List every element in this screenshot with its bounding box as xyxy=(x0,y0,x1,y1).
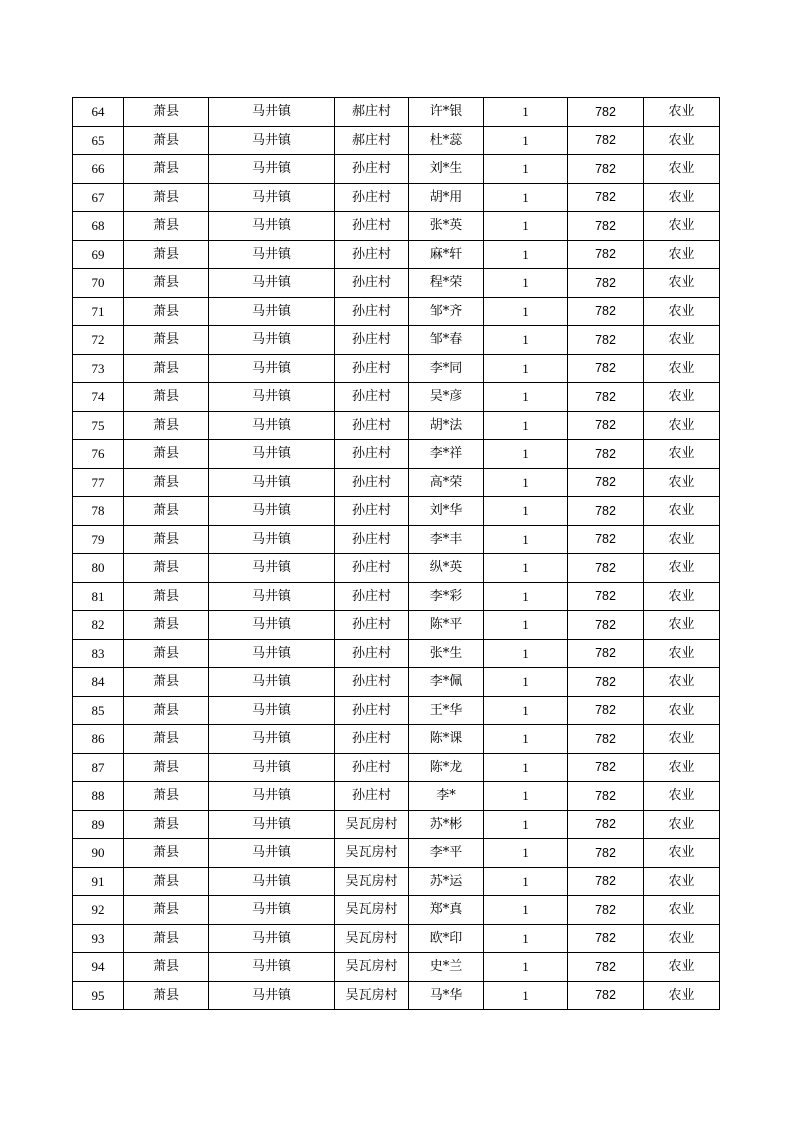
cell-person-name: 李*丰 xyxy=(409,525,484,554)
cell-person-name: 史*兰 xyxy=(409,953,484,982)
cell-village: 郝庄村 xyxy=(335,98,409,127)
cell-person-name: 张*生 xyxy=(409,639,484,668)
cell-town: 马井镇 xyxy=(209,155,335,184)
cell-count: 1 xyxy=(484,354,568,383)
cell-amount: 782 xyxy=(568,753,644,782)
cell-category: 农业 xyxy=(644,326,720,355)
cell-village: 吴瓦房村 xyxy=(335,896,409,925)
cell-county: 萧县 xyxy=(124,611,209,640)
cell-town: 马井镇 xyxy=(209,98,335,127)
cell-person-name: 李*平 xyxy=(409,839,484,868)
cell-amount: 782 xyxy=(568,782,644,811)
cell-category: 农业 xyxy=(644,867,720,896)
cell-amount: 782 xyxy=(568,525,644,554)
table-row xyxy=(73,753,720,782)
cell-serial-number: 94 xyxy=(73,953,124,982)
cell-count: 1 xyxy=(484,525,568,554)
cell-town: 马井镇 xyxy=(209,639,335,668)
cell-count: 1 xyxy=(484,582,568,611)
cell-town: 马井镇 xyxy=(209,383,335,412)
cell-village: 孙庄村 xyxy=(335,639,409,668)
cell-count: 1 xyxy=(484,639,568,668)
cell-serial-number: 69 xyxy=(73,240,124,269)
cell-village: 孙庄村 xyxy=(335,440,409,469)
table-body xyxy=(73,98,720,1010)
cell-town: 马井镇 xyxy=(209,611,335,640)
cell-person-name: 刘*华 xyxy=(409,497,484,526)
cell-person-name: 李*佩 xyxy=(409,668,484,697)
cell-serial-number: 75 xyxy=(73,411,124,440)
cell-village: 孙庄村 xyxy=(335,782,409,811)
cell-town: 马井镇 xyxy=(209,411,335,440)
table-row xyxy=(73,440,720,469)
cell-village: 孙庄村 xyxy=(335,525,409,554)
cell-village: 孙庄村 xyxy=(335,212,409,241)
cell-village: 吴瓦房村 xyxy=(335,953,409,982)
cell-category: 农业 xyxy=(644,383,720,412)
cell-town: 马井镇 xyxy=(209,440,335,469)
table-row xyxy=(73,668,720,697)
table-row xyxy=(73,297,720,326)
cell-person-name: 李*彩 xyxy=(409,582,484,611)
cell-town: 马井镇 xyxy=(209,468,335,497)
cell-person-name: 马*华 xyxy=(409,981,484,1010)
cell-county: 萧县 xyxy=(124,582,209,611)
cell-town: 马井镇 xyxy=(209,867,335,896)
cell-village: 孙庄村 xyxy=(335,183,409,212)
cell-village: 孙庄村 xyxy=(335,668,409,697)
cell-village: 孙庄村 xyxy=(335,468,409,497)
cell-amount: 782 xyxy=(568,269,644,298)
cell-serial-number: 79 xyxy=(73,525,124,554)
table-row xyxy=(73,810,720,839)
cell-category: 农业 xyxy=(644,440,720,469)
cell-serial-number: 93 xyxy=(73,924,124,953)
cell-town: 马井镇 xyxy=(209,839,335,868)
table-row xyxy=(73,953,720,982)
cell-amount: 782 xyxy=(568,554,644,583)
cell-category: 农业 xyxy=(644,240,720,269)
cell-village: 孙庄村 xyxy=(335,582,409,611)
cell-amount: 782 xyxy=(568,212,644,241)
cell-amount: 782 xyxy=(568,297,644,326)
cell-amount: 782 xyxy=(568,240,644,269)
cell-county: 萧县 xyxy=(124,468,209,497)
cell-town: 马井镇 xyxy=(209,725,335,754)
cell-serial-number: 83 xyxy=(73,639,124,668)
cell-person-name: 欧*印 xyxy=(409,924,484,953)
cell-amount: 782 xyxy=(568,582,644,611)
cell-person-name: 刘*生 xyxy=(409,155,484,184)
cell-serial-number: 91 xyxy=(73,867,124,896)
records-table xyxy=(72,97,720,1010)
cell-person-name: 胡*法 xyxy=(409,411,484,440)
cell-amount: 782 xyxy=(568,326,644,355)
cell-county: 萧县 xyxy=(124,269,209,298)
cell-county: 萧县 xyxy=(124,411,209,440)
cell-count: 1 xyxy=(484,269,568,298)
table-row xyxy=(73,896,720,925)
cell-category: 农业 xyxy=(644,839,720,868)
cell-amount: 782 xyxy=(568,383,644,412)
table-row xyxy=(73,981,720,1010)
cell-category: 农业 xyxy=(644,297,720,326)
cell-person-name: 纵*英 xyxy=(409,554,484,583)
cell-amount: 782 xyxy=(568,810,644,839)
table-row xyxy=(73,725,720,754)
cell-amount: 782 xyxy=(568,981,644,1010)
cell-town: 马井镇 xyxy=(209,183,335,212)
cell-county: 萧县 xyxy=(124,297,209,326)
cell-category: 农业 xyxy=(644,554,720,583)
cell-county: 萧县 xyxy=(124,554,209,583)
cell-county: 萧县 xyxy=(124,440,209,469)
cell-village: 孙庄村 xyxy=(335,411,409,440)
cell-serial-number: 84 xyxy=(73,668,124,697)
cell-county: 萧县 xyxy=(124,525,209,554)
cell-category: 农业 xyxy=(644,924,720,953)
cell-village: 孙庄村 xyxy=(335,354,409,383)
cell-county: 萧县 xyxy=(124,981,209,1010)
cell-serial-number: 74 xyxy=(73,383,124,412)
cell-county: 萧县 xyxy=(124,383,209,412)
table-row xyxy=(73,98,720,127)
cell-county: 萧县 xyxy=(124,668,209,697)
cell-town: 马井镇 xyxy=(209,582,335,611)
table-row xyxy=(73,126,720,155)
cell-amount: 782 xyxy=(568,354,644,383)
cell-amount: 782 xyxy=(568,126,644,155)
cell-person-name: 程*荣 xyxy=(409,269,484,298)
cell-serial-number: 81 xyxy=(73,582,124,611)
cell-amount: 782 xyxy=(568,468,644,497)
cell-person-name: 李* xyxy=(409,782,484,811)
cell-category: 农业 xyxy=(644,896,720,925)
table-row xyxy=(73,269,720,298)
cell-category: 农业 xyxy=(644,639,720,668)
cell-count: 1 xyxy=(484,839,568,868)
cell-county: 萧县 xyxy=(124,867,209,896)
cell-serial-number: 71 xyxy=(73,297,124,326)
cell-person-name: 苏*运 xyxy=(409,867,484,896)
cell-serial-number: 67 xyxy=(73,183,124,212)
table-row xyxy=(73,212,720,241)
cell-category: 农业 xyxy=(644,212,720,241)
cell-count: 1 xyxy=(484,183,568,212)
cell-village: 孙庄村 xyxy=(335,696,409,725)
cell-category: 农业 xyxy=(644,696,720,725)
cell-county: 萧县 xyxy=(124,896,209,925)
table-row xyxy=(73,782,720,811)
cell-serial-number: 80 xyxy=(73,554,124,583)
cell-village: 孙庄村 xyxy=(335,725,409,754)
cell-village: 孙庄村 xyxy=(335,554,409,583)
table-row xyxy=(73,155,720,184)
cell-village: 孙庄村 xyxy=(335,753,409,782)
cell-count: 1 xyxy=(484,953,568,982)
cell-serial-number: 72 xyxy=(73,326,124,355)
cell-serial-number: 64 xyxy=(73,98,124,127)
cell-count: 1 xyxy=(484,782,568,811)
cell-county: 萧县 xyxy=(124,810,209,839)
cell-count: 1 xyxy=(484,212,568,241)
cell-category: 农业 xyxy=(644,725,720,754)
cell-county: 萧县 xyxy=(124,782,209,811)
cell-count: 1 xyxy=(484,753,568,782)
cell-category: 农业 xyxy=(644,411,720,440)
cell-town: 马井镇 xyxy=(209,810,335,839)
cell-serial-number: 87 xyxy=(73,753,124,782)
table-row xyxy=(73,497,720,526)
cell-count: 1 xyxy=(484,924,568,953)
cell-count: 1 xyxy=(484,383,568,412)
cell-count: 1 xyxy=(484,668,568,697)
cell-count: 1 xyxy=(484,867,568,896)
cell-town: 马井镇 xyxy=(209,525,335,554)
cell-person-name: 李*祥 xyxy=(409,440,484,469)
cell-count: 1 xyxy=(484,98,568,127)
cell-count: 1 xyxy=(484,554,568,583)
cell-village: 孙庄村 xyxy=(335,269,409,298)
cell-county: 萧县 xyxy=(124,354,209,383)
cell-town: 马井镇 xyxy=(209,696,335,725)
cell-amount: 782 xyxy=(568,183,644,212)
cell-town: 马井镇 xyxy=(209,354,335,383)
cell-village: 孙庄村 xyxy=(335,497,409,526)
cell-count: 1 xyxy=(484,696,568,725)
cell-count: 1 xyxy=(484,411,568,440)
cell-amount: 782 xyxy=(568,639,644,668)
cell-category: 农业 xyxy=(644,98,720,127)
cell-county: 萧县 xyxy=(124,953,209,982)
cell-serial-number: 90 xyxy=(73,839,124,868)
cell-category: 农业 xyxy=(644,126,720,155)
cell-person-name: 张*英 xyxy=(409,212,484,241)
table-row xyxy=(73,525,720,554)
cell-amount: 782 xyxy=(568,924,644,953)
cell-town: 马井镇 xyxy=(209,753,335,782)
cell-category: 农业 xyxy=(644,611,720,640)
cell-county: 萧县 xyxy=(124,183,209,212)
cell-village: 吴瓦房村 xyxy=(335,839,409,868)
cell-count: 1 xyxy=(484,725,568,754)
table-row xyxy=(73,383,720,412)
cell-serial-number: 68 xyxy=(73,212,124,241)
cell-category: 农业 xyxy=(644,468,720,497)
cell-person-name: 陈*课 xyxy=(409,725,484,754)
cell-category: 农业 xyxy=(644,668,720,697)
cell-count: 1 xyxy=(484,155,568,184)
cell-town: 马井镇 xyxy=(209,668,335,697)
cell-count: 1 xyxy=(484,297,568,326)
cell-person-name: 胡*用 xyxy=(409,183,484,212)
cell-village: 吴瓦房村 xyxy=(335,924,409,953)
cell-village: 孙庄村 xyxy=(335,611,409,640)
cell-town: 马井镇 xyxy=(209,269,335,298)
cell-county: 萧县 xyxy=(124,725,209,754)
cell-count: 1 xyxy=(484,240,568,269)
cell-amount: 782 xyxy=(568,440,644,469)
cell-town: 马井镇 xyxy=(209,126,335,155)
cell-category: 农业 xyxy=(644,953,720,982)
cell-amount: 782 xyxy=(568,411,644,440)
table-row xyxy=(73,582,720,611)
cell-county: 萧县 xyxy=(124,839,209,868)
cell-amount: 782 xyxy=(568,696,644,725)
cell-town: 马井镇 xyxy=(209,896,335,925)
table-row xyxy=(73,639,720,668)
cell-county: 萧县 xyxy=(124,326,209,355)
cell-amount: 782 xyxy=(568,497,644,526)
cell-town: 马井镇 xyxy=(209,240,335,269)
cell-village: 吴瓦房村 xyxy=(335,867,409,896)
cell-village: 孙庄村 xyxy=(335,297,409,326)
cell-serial-number: 89 xyxy=(73,810,124,839)
cell-town: 马井镇 xyxy=(209,497,335,526)
cell-person-name: 郑*真 xyxy=(409,896,484,925)
cell-amount: 782 xyxy=(568,867,644,896)
cell-category: 农业 xyxy=(644,183,720,212)
cell-count: 1 xyxy=(484,981,568,1010)
table-row xyxy=(73,924,720,953)
cell-town: 马井镇 xyxy=(209,953,335,982)
cell-serial-number: 88 xyxy=(73,782,124,811)
cell-serial-number: 65 xyxy=(73,126,124,155)
cell-village: 孙庄村 xyxy=(335,326,409,355)
table-row xyxy=(73,326,720,355)
cell-county: 萧县 xyxy=(124,126,209,155)
cell-person-name: 邹*齐 xyxy=(409,297,484,326)
table-row xyxy=(73,696,720,725)
cell-serial-number: 78 xyxy=(73,497,124,526)
cell-person-name: 苏*彬 xyxy=(409,810,484,839)
cell-category: 农业 xyxy=(644,582,720,611)
cell-town: 马井镇 xyxy=(209,924,335,953)
cell-serial-number: 73 xyxy=(73,354,124,383)
cell-count: 1 xyxy=(484,611,568,640)
cell-town: 马井镇 xyxy=(209,981,335,1010)
cell-town: 马井镇 xyxy=(209,782,335,811)
cell-village: 孙庄村 xyxy=(335,240,409,269)
cell-count: 1 xyxy=(484,896,568,925)
cell-person-name: 杜*蕊 xyxy=(409,126,484,155)
cell-town: 马井镇 xyxy=(209,212,335,241)
cell-serial-number: 86 xyxy=(73,725,124,754)
cell-serial-number: 85 xyxy=(73,696,124,725)
cell-category: 农业 xyxy=(644,155,720,184)
table-row xyxy=(73,468,720,497)
cell-town: 马井镇 xyxy=(209,554,335,583)
cell-serial-number: 70 xyxy=(73,269,124,298)
cell-amount: 782 xyxy=(568,611,644,640)
cell-village: 孙庄村 xyxy=(335,383,409,412)
cell-count: 1 xyxy=(484,126,568,155)
cell-town: 马井镇 xyxy=(209,326,335,355)
cell-county: 萧县 xyxy=(124,924,209,953)
table-row xyxy=(73,839,720,868)
cell-amount: 782 xyxy=(568,896,644,925)
cell-county: 萧县 xyxy=(124,696,209,725)
cell-amount: 782 xyxy=(568,839,644,868)
cell-county: 萧县 xyxy=(124,98,209,127)
cell-serial-number: 95 xyxy=(73,981,124,1010)
table-row xyxy=(73,611,720,640)
cell-category: 农业 xyxy=(644,810,720,839)
cell-town: 马井镇 xyxy=(209,297,335,326)
cell-serial-number: 82 xyxy=(73,611,124,640)
table-row xyxy=(73,183,720,212)
cell-category: 农业 xyxy=(644,525,720,554)
cell-person-name: 陈*龙 xyxy=(409,753,484,782)
cell-person-name: 高*荣 xyxy=(409,468,484,497)
cell-person-name: 吴*彦 xyxy=(409,383,484,412)
cell-person-name: 李*同 xyxy=(409,354,484,383)
cell-serial-number: 66 xyxy=(73,155,124,184)
table-row xyxy=(73,411,720,440)
cell-person-name: 陈*平 xyxy=(409,611,484,640)
cell-village: 郝庄村 xyxy=(335,126,409,155)
cell-serial-number: 92 xyxy=(73,896,124,925)
cell-county: 萧县 xyxy=(124,753,209,782)
cell-person-name: 许*银 xyxy=(409,98,484,127)
table-row xyxy=(73,240,720,269)
cell-village: 孙庄村 xyxy=(335,155,409,184)
cell-amount: 782 xyxy=(568,953,644,982)
cell-amount: 782 xyxy=(568,155,644,184)
cell-county: 萧县 xyxy=(124,155,209,184)
cell-serial-number: 77 xyxy=(73,468,124,497)
cell-count: 1 xyxy=(484,468,568,497)
table-row xyxy=(73,867,720,896)
table-row xyxy=(73,354,720,383)
cell-category: 农业 xyxy=(644,981,720,1010)
cell-count: 1 xyxy=(484,440,568,469)
cell-amount: 782 xyxy=(568,98,644,127)
cell-county: 萧县 xyxy=(124,240,209,269)
cell-amount: 782 xyxy=(568,668,644,697)
cell-count: 1 xyxy=(484,810,568,839)
cell-person-name: 麻*轩 xyxy=(409,240,484,269)
cell-serial-number: 76 xyxy=(73,440,124,469)
cell-village: 吴瓦房村 xyxy=(335,981,409,1010)
cell-county: 萧县 xyxy=(124,212,209,241)
cell-count: 1 xyxy=(484,497,568,526)
cell-county: 萧县 xyxy=(124,639,209,668)
cell-county: 萧县 xyxy=(124,497,209,526)
cell-village: 吴瓦房村 xyxy=(335,810,409,839)
cell-category: 农业 xyxy=(644,354,720,383)
cell-person-name: 邹*春 xyxy=(409,326,484,355)
table-row xyxy=(73,554,720,583)
cell-category: 农业 xyxy=(644,269,720,298)
cell-person-name: 王*华 xyxy=(409,696,484,725)
cell-count: 1 xyxy=(484,326,568,355)
cell-category: 农业 xyxy=(644,782,720,811)
cell-category: 农业 xyxy=(644,753,720,782)
cell-amount: 782 xyxy=(568,725,644,754)
cell-category: 农业 xyxy=(644,497,720,526)
